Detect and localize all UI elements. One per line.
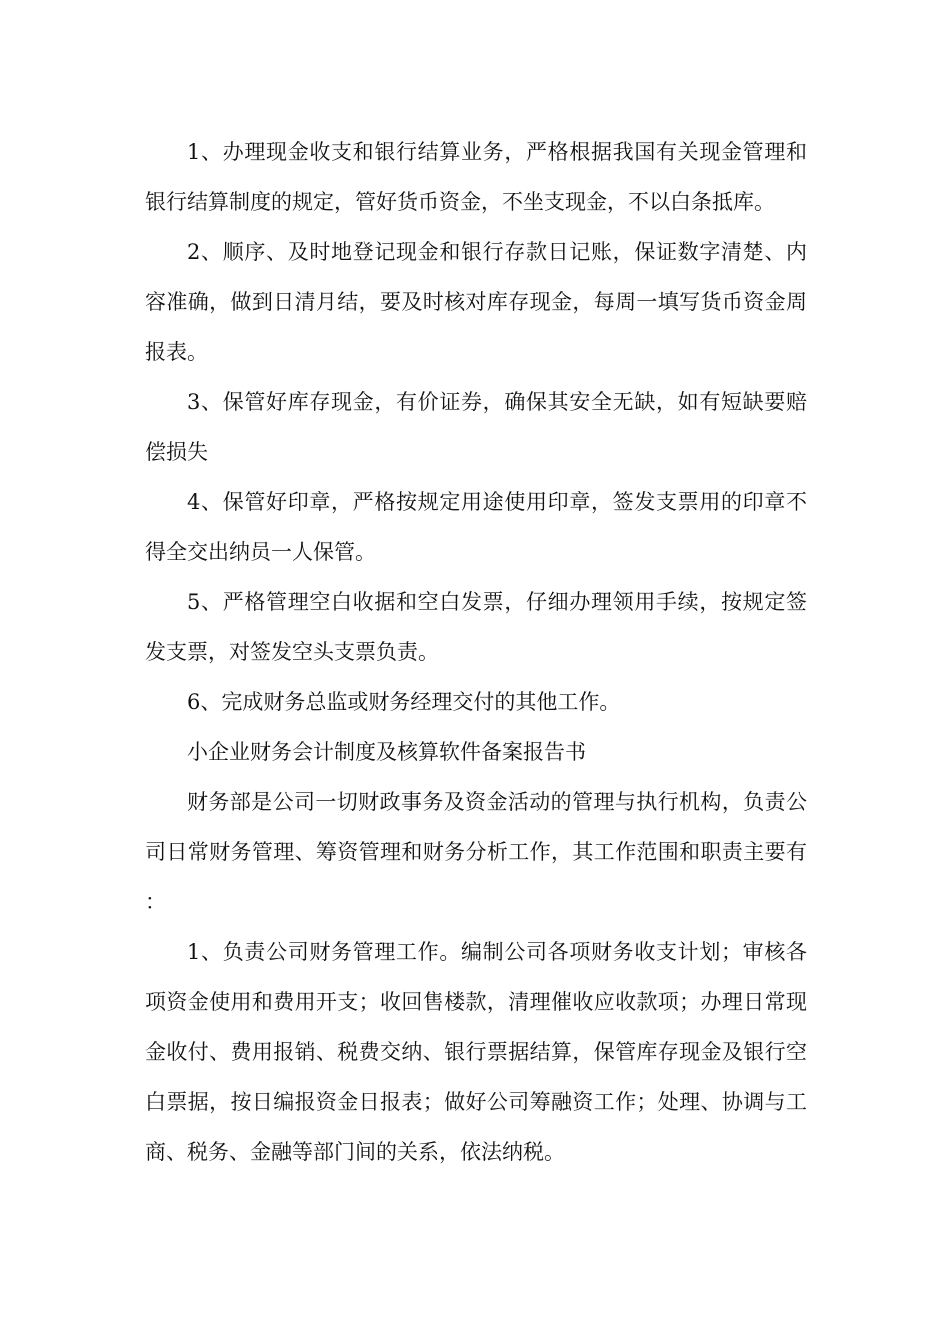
paragraph-duty-4: 4、保管好印章，严格按规定用途使用印章，签发支票用的印章不得全交出纳员一人保管。 [145, 490, 807, 564]
paragraph-duty-3: 3、保管好库存现金，有价证券，确保其安全无缺，如有短缺要赔偿损失 [145, 390, 807, 464]
paragraph-duty-5: 5、严格管理空白收据和空白发票，仔细办理领用手续，按规定签发支票，对签发空头支票负责。 [145, 590, 807, 664]
paragraph-duty-1: 1、办理现金收支和银行结算业务，严格根据我国有关现金管理和银行结算制度的规定，管好货币资金，不坐支现金，不以白条抵库。 [145, 140, 807, 214]
paragraph-intro: 财务部是公司一切财政事务及资金活动的管理与执行机构，负责公司日常财务管理、筹资管理和财务分析工作，其工作范围和职责主要有： [145, 790, 807, 914]
document-page [145, 127, 807, 1177]
section-title: 小企业财务会计制度及核算软件备案报告书 [187, 740, 586, 764]
paragraph-duty-2: 2、顺序、及时地登记现金和银行存款日记账，保证数字清楚、内容准确，做到日清月结，要及时核对库存现金，每周一填写货币资金周报表。 [145, 240, 807, 364]
paragraph-finance-duty-1: 1、负责公司财务管理工作。编制公司各项财务收支计划；审核各项资金使用和费用开支；收回售楼款，清理催收应收款项；办理日常现金收付、费用报销、税费交纳、银行票据结算，保管库存现金及银行空白票据，按日编报资金日报表；做好公司筹融资工作；处理、协调与工商、税务、金融等部门间的关系，依法纳税。 [145, 940, 807, 1164]
paragraph-duty-6: 6、完成财务总监或财务经理交付的其他工作。 [187, 690, 621, 714]
